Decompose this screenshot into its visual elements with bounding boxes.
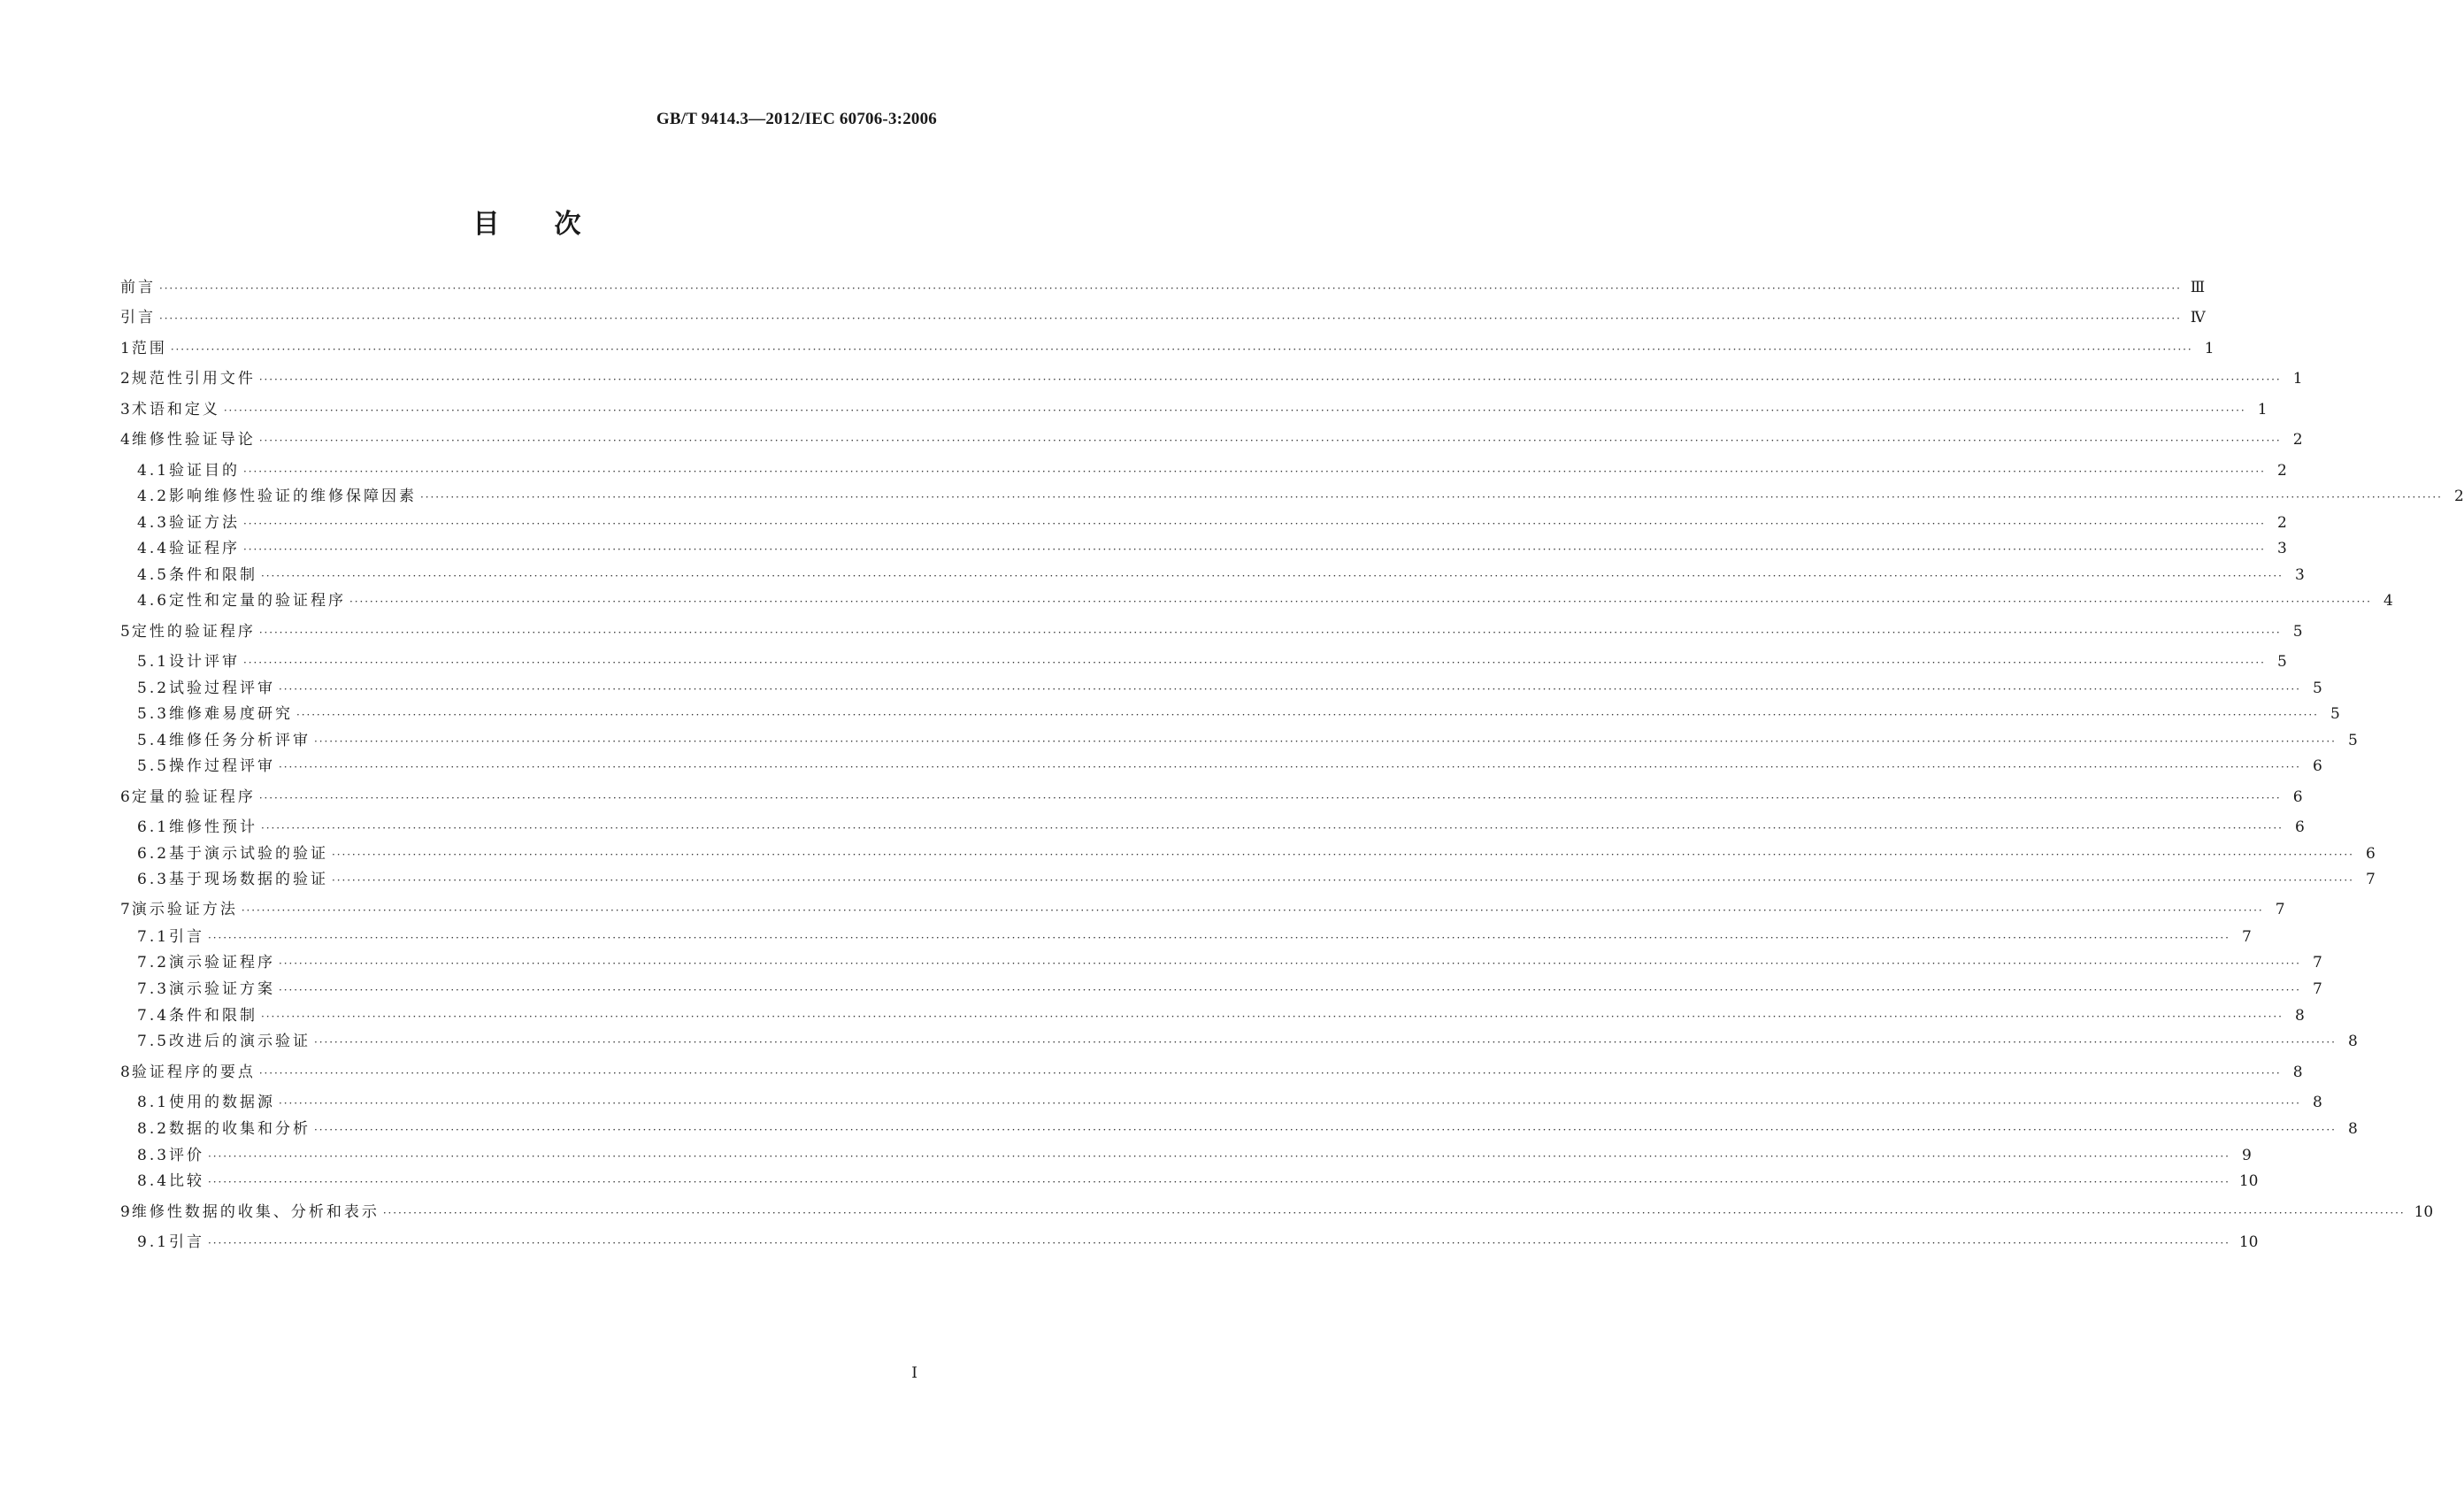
toc-entry[interactable] — [120, 787, 2303, 808]
toc-entry[interactable] — [137, 869, 2376, 890]
toc-leader-dots: ················································································································································································································································································································································································································ — [241, 904, 2264, 917]
toc-entry-page: 8 — [2348, 1120, 2358, 1138]
toc-entry-label: 评价 — [169, 1147, 205, 1164]
toc-entry-page: 5 — [2292, 623, 2303, 641]
toc-entry-label: 定性和定量的验证程序 — [169, 592, 347, 610]
toc-leader-dots: ················································································································································································································································································································································································································ — [159, 312, 2182, 325]
toc-entry-label: 基于演示试验的验证 — [169, 845, 329, 863]
toc-entry-label: 维修性数据的收集、分析和表示 — [131, 1203, 380, 1221]
toc-entry-page: Ⅳ — [2190, 309, 2206, 326]
toc-entry-number: 1 — [120, 340, 132, 357]
toc-entry-number: 4.3 — [137, 514, 170, 532]
toc-entry-page: 1 — [2292, 370, 2303, 388]
toc-leader-dots: ················································································································································································································································································································································································································ — [349, 595, 2372, 608]
toc-entry-label: 数据的收集和分析 — [169, 1120, 311, 1138]
toc-entry-number: 6.3 — [137, 871, 170, 888]
toc-entry-label: 操作过程评审 — [169, 757, 276, 775]
toc-entry-page: 6 — [2292, 788, 2303, 806]
toc-entry-page: 10 — [2238, 1172, 2259, 1190]
toc-entry-number: 7 — [120, 901, 132, 918]
toc-entry-label: 定性的验证程序 — [131, 623, 256, 641]
toc-entry-number: 7.1 — [137, 928, 170, 946]
toc-entry-number: 2 — [120, 370, 132, 388]
toc-entry[interactable] — [137, 756, 2322, 777]
toc-entry[interactable] — [137, 1005, 2305, 1026]
toc-entry-number: 8.1 — [137, 1094, 170, 1111]
toc-leader-dots: ················································································································································································································································································································································································································ — [243, 518, 2266, 530]
toc-leader-dots: ················································································································································································································································································································································································································ — [258, 373, 2282, 386]
toc-entry[interactable] — [137, 1145, 2252, 1166]
toc-entry-label: 使用的数据源 — [169, 1094, 276, 1111]
toc-entry-page: 5 — [2330, 705, 2340, 723]
toc-leader-dots: ················································································································································································································································································································································································································ — [382, 1207, 2406, 1219]
toc-entry-number: 3 — [120, 401, 132, 419]
toc-entry-number: 4 — [120, 431, 132, 449]
toc-entry-number: 5.4 — [137, 732, 170, 749]
page-number: I — [911, 1364, 917, 1382]
toc-entry-page: 7 — [2242, 928, 2252, 946]
toc-entry[interactable] — [120, 368, 2303, 389]
toc-entry[interactable] — [137, 486, 2464, 507]
toc-entry-page: 6 — [2295, 818, 2305, 836]
toc-entry-label: 前言 — [120, 279, 156, 296]
toc-entry-label: 维修任务分析评审 — [169, 732, 311, 749]
toc-entry[interactable] — [120, 899, 2285, 920]
toc-entry-label: 条件和限制 — [169, 566, 258, 584]
toc-leader-dots: ················································································································································································································································································································································································································ — [279, 683, 2301, 695]
toc-entry-label: 比较 — [169, 1172, 205, 1190]
toc-entry-page: 7 — [2366, 871, 2376, 888]
toc-leader-dots: ················································································································································································································································································································································································································ — [296, 709, 2319, 721]
toc-leader-dots: ················································································································································································································································································································································································································ — [258, 626, 2282, 639]
toc-entry-label: 维修性预计 — [169, 818, 258, 836]
toc-entry-page: 8 — [2348, 1033, 2358, 1050]
toc-entry[interactable] — [137, 730, 2358, 751]
toc-entry-page: 10 — [2414, 1203, 2434, 1221]
toc-entry[interactable] — [137, 460, 2287, 481]
toc-entry-page: 2 — [2277, 514, 2287, 532]
toc-leader-dots: ················································································································································································································································································································································································································ — [243, 465, 2266, 478]
toc-entry[interactable] — [137, 703, 2340, 725]
standard-code: GB/T 9414.3—2012/IEC 60706-3:2006 — [656, 110, 937, 128]
toc-entry-page: 8 — [2313, 1094, 2322, 1111]
toc-entry[interactable] — [137, 1171, 2259, 1192]
toc-entry-number: 8.3 — [137, 1147, 170, 1164]
toc-entry[interactable] — [137, 565, 2305, 586]
toc-entry[interactable] — [137, 926, 2252, 948]
toc-leader-dots: ················································································································································································································································································································································································································ — [332, 874, 2354, 887]
toc-leader-dots: ················································································································································································································································································································································································································ — [314, 1036, 2337, 1048]
toc-entry-label: 验证方法 — [169, 514, 241, 532]
toc-leader-dots: ················································································································································································································································································································································································································ — [279, 1097, 2301, 1110]
toc-entry-page: 10 — [2238, 1233, 2259, 1251]
toc-entry-number: 6 — [120, 788, 132, 806]
toc-leader-dots: ················································································································································································································································································································································································································ — [208, 1237, 2230, 1249]
toc-entry-page: 3 — [2277, 540, 2287, 557]
toc-entry[interactable] — [137, 590, 2393, 611]
toc-leader-dots: ················································································································································································································································································································································································································ — [208, 1176, 2230, 1188]
toc-entry-number: 7.5 — [137, 1033, 170, 1050]
toc-leader-dots: ················································································································································································································································································································································································································ — [279, 984, 2301, 996]
toc-leader-dots: ················································································································································································································································································································································································································ — [258, 792, 2282, 804]
toc-leader-dots: ················································································································································································································································································································································································································ — [243, 543, 2266, 556]
toc-entry-page: 1 — [2257, 401, 2268, 419]
toc-entry-label: 术语和定义 — [131, 401, 220, 419]
toc-entry[interactable] — [137, 1118, 2358, 1140]
toc-entry[interactable] — [137, 952, 2322, 973]
toc-entry-label: 演示验证程序 — [169, 954, 276, 972]
toc-entry-page: 7 — [2313, 954, 2322, 972]
toc-entry-label: 维修难易度研究 — [169, 705, 294, 723]
toc-entry-label: 验证程序的要点 — [131, 1064, 256, 1081]
toc-entry-number: 8 — [120, 1064, 132, 1081]
toc-entry-label: 改进后的演示验证 — [169, 1033, 311, 1050]
toc-entry-number: 7.3 — [137, 980, 170, 998]
toc-entry[interactable] — [137, 1232, 2259, 1253]
toc-entry[interactable] — [137, 1092, 2322, 1113]
toc-entry[interactable] — [120, 1202, 2434, 1223]
toc-leader-dots: ················································································································································································································································································································································································································ — [261, 822, 2284, 834]
toc-entry-page: 6 — [2313, 757, 2322, 775]
toc-leader-dots: ················································································································································································································································································································································································································ — [170, 343, 2193, 356]
toc-entry-label: 验证程序 — [169, 540, 241, 557]
toc-leader-dots: ················································································································································································································································································································································································································ — [332, 849, 2354, 861]
toc-entry[interactable] — [137, 979, 2322, 1000]
toc-leader-dots: ················································································································································································································································································································································································································ — [258, 434, 2282, 447]
toc-entry-page: 2 — [2454, 488, 2464, 505]
toc-leader-dots: ················································································································································································································································································································································································································ — [208, 1150, 2230, 1163]
toc-entry-label: 规范性引用文件 — [131, 370, 256, 388]
toc-entry-page: 5 — [2348, 732, 2358, 749]
toc-entry-number: 8.4 — [137, 1172, 170, 1190]
toc-entry-number: 4.2 — [137, 488, 170, 505]
toc-leader-dots: ················································································································································································································································································································································································································ — [223, 404, 2246, 417]
toc-leader-dots: ················································································································································································································································································································································································································ — [261, 1010, 2284, 1023]
toc-leader-dots: ················································································································································································································································································································································································································ — [314, 735, 2337, 748]
toc-entry-number: 7.2 — [137, 954, 170, 972]
toc-entry-label: 定量的验证程序 — [131, 788, 256, 806]
toc-leader-dots: ················································································································································································································································································································································································································ — [420, 491, 2443, 503]
toc-entry[interactable] — [137, 538, 2287, 559]
toc-entry[interactable] — [137, 843, 2376, 864]
toc-entry-page: 8 — [2295, 1007, 2305, 1025]
toc-entry-label: 维修性验证导论 — [131, 431, 256, 449]
toc-entry[interactable] — [137, 817, 2305, 838]
toc-title: 目次 — [472, 209, 636, 240]
toc-entry-page: 7 — [2275, 901, 2285, 918]
toc-entry-label: 设计评审 — [169, 653, 241, 671]
toc-entry[interactable] — [137, 651, 2287, 672]
toc-entry-number: 9 — [120, 1203, 132, 1221]
toc-entry-label: 影响维修性验证的维修保障因素 — [169, 488, 418, 505]
toc-entry-page: 5 — [2313, 680, 2322, 697]
toc-entry[interactable] — [120, 429, 2303, 450]
toc-entry[interactable] — [120, 277, 2206, 298]
toc-entry-page: 1 — [2204, 340, 2215, 357]
toc-leader-dots: ················································································································································································································································································································································································································ — [208, 932, 2230, 944]
toc-entry-page: Ⅲ — [2190, 279, 2206, 296]
toc-entry-number: 4.1 — [137, 462, 170, 480]
toc-entry[interactable] — [120, 621, 2303, 642]
toc-entry-number: 5.2 — [137, 680, 170, 697]
toc-entry-page: 8 — [2292, 1064, 2303, 1081]
toc-entry-page: 7 — [2313, 980, 2322, 998]
toc-entry-label: 引言 — [120, 309, 156, 326]
toc-leader-dots: ················································································································································································································································································································································································································ — [279, 957, 2301, 970]
toc-entry-label: 验证目的 — [169, 462, 241, 480]
toc-entry-label: 引言 — [169, 928, 205, 946]
toc-entry-label: 引言 — [169, 1233, 205, 1251]
toc-entry[interactable] — [120, 1062, 2303, 1083]
toc-entry-page: 9 — [2242, 1147, 2252, 1164]
toc-leader-dots: ················································································································································································································································································································································································································ — [243, 657, 2266, 669]
toc-entry-label: 演示验证方法 — [131, 901, 238, 918]
toc-entry-number: 5.5 — [137, 757, 170, 775]
toc-entry-number: 6.2 — [137, 845, 170, 863]
toc-entry[interactable] — [120, 307, 2206, 328]
toc-entry[interactable] — [137, 512, 2287, 534]
toc-entry-number: 5.1 — [137, 653, 170, 671]
toc-entry-number: 4.5 — [137, 566, 170, 584]
toc-entry-label: 范围 — [131, 340, 167, 357]
toc-entry[interactable] — [120, 338, 2215, 359]
toc-entry-page: 2 — [2292, 431, 2303, 449]
toc-entry-page: 2 — [2277, 462, 2287, 480]
toc-entry-page: 5 — [2277, 653, 2287, 671]
toc-entry-page: 4 — [2383, 592, 2393, 610]
toc-entry-number: 8.2 — [137, 1120, 170, 1138]
toc-entry-label: 基于现场数据的验证 — [169, 871, 329, 888]
toc-entry-label: 演示验证方案 — [169, 980, 276, 998]
toc-entry[interactable] — [120, 399, 2268, 420]
toc-entry[interactable] — [137, 678, 2322, 699]
toc-leader-dots: ················································································································································································································································································································································································································ — [258, 1067, 2282, 1079]
toc-entry-page: 3 — [2295, 566, 2305, 584]
toc-leader-dots: ················································································································································································································································································································································································································ — [261, 570, 2284, 582]
toc-entry-number: 7.4 — [137, 1007, 170, 1025]
toc-entry[interactable] — [137, 1031, 2358, 1052]
toc-entry-number: 6.1 — [137, 818, 170, 836]
toc-entry-number: 5.3 — [137, 705, 170, 723]
toc-entry-number: 4.4 — [137, 540, 170, 557]
toc-leader-dots: ················································································································································································································································································································································································································ — [279, 761, 2301, 773]
toc-leader-dots: ················································································································································································································································································································································································································ — [314, 1124, 2337, 1136]
toc-entry-number: 5 — [120, 623, 132, 641]
toc-entry-label: 条件和限制 — [169, 1007, 258, 1025]
toc-entry-number: 9.1 — [137, 1233, 170, 1251]
toc-entry-label: 试验过程评审 — [169, 680, 276, 697]
toc-entry-number: 4.6 — [137, 592, 170, 610]
toc-leader-dots: ················································································································································································································································································································································································································ — [159, 282, 2182, 295]
toc-entry-page: 6 — [2366, 845, 2376, 863]
